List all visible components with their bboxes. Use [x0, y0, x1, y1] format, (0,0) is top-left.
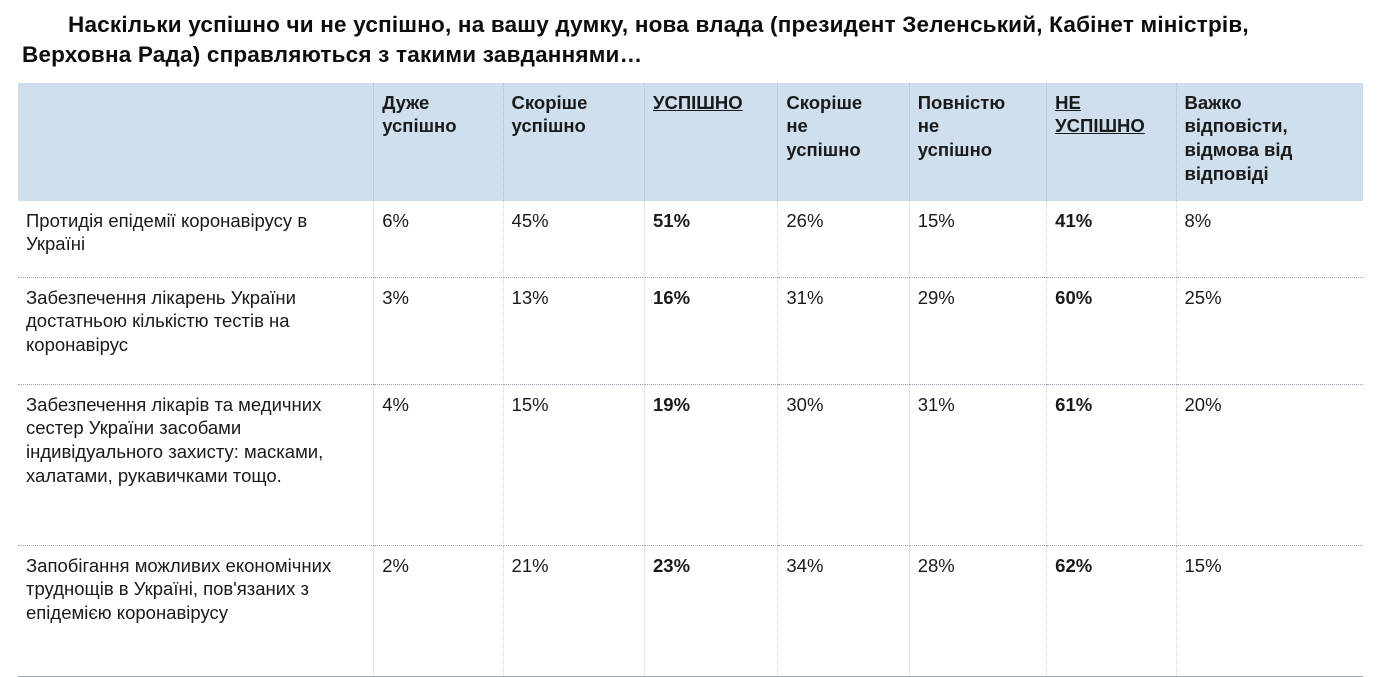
row-label: Забезпечення лікарень України достатньою кількістю тестів на коронавірус: [18, 277, 374, 384]
header-line: відмова від: [1184, 139, 1293, 161]
header-line: не: [786, 115, 808, 137]
cell-successful-total: 23%: [645, 545, 778, 676]
table-row: [18, 277, 1363, 384]
header-line: Дуже: [382, 91, 430, 113]
header-line: успішно: [511, 115, 586, 137]
table-body: [18, 201, 1363, 677]
table-header: [18, 83, 1363, 201]
header-cell-statement: [18, 83, 374, 201]
cell-completely-unsuccessful: 29%: [909, 277, 1046, 384]
cell-rather-unsuccessful: 26%: [778, 201, 909, 278]
header-line: НЕ: [1055, 91, 1081, 113]
header-line: відповіді: [1184, 162, 1269, 184]
cell-rather-successful: 21%: [503, 545, 644, 676]
table-row: [18, 545, 1363, 676]
header-cell-rather-successful: [503, 83, 644, 201]
cell-rather-successful: 15%: [503, 384, 644, 545]
cell-unsuccessful-total: 60%: [1047, 277, 1176, 384]
cell-completely-unsuccessful: 15%: [909, 201, 1046, 278]
header-line: успішно: [786, 139, 861, 161]
cell-successful-total: 16%: [645, 277, 778, 384]
header-line: відповісти,: [1184, 115, 1288, 137]
header-cell-very-successful: [374, 83, 503, 201]
cell-very-successful: 2%: [374, 545, 503, 676]
row-label: Забезпечення лікарів та медичних сестер України засобами індивідуального захисту: масками, халатами, рукавичками тощо.: [18, 384, 374, 545]
cell-hard-to-answer: 25%: [1176, 277, 1363, 384]
cell-successful-total: 51%: [645, 201, 778, 278]
header-cell-successful-total: [645, 83, 778, 201]
cell-unsuccessful-total: 62%: [1047, 545, 1176, 676]
cell-very-successful: 4%: [374, 384, 503, 545]
cell-completely-unsuccessful: 31%: [909, 384, 1046, 545]
cell-successful-total: 19%: [645, 384, 778, 545]
header-row: [18, 83, 1363, 201]
cell-hard-to-answer: 15%: [1176, 545, 1363, 676]
header-line: Повністю: [917, 91, 1006, 113]
cell-rather-unsuccessful: 31%: [778, 277, 909, 384]
row-label: Запобігання можливих економічних труднощів в Україні, пов'язаних з епідемією коронавірусу: [18, 545, 374, 676]
cell-unsuccessful-total: 61%: [1047, 384, 1176, 545]
cell-rather-successful: 13%: [503, 277, 644, 384]
header-cell-unsuccessful-total: [1047, 83, 1176, 201]
table-row: [18, 201, 1363, 278]
header-line: УСПІШНО: [1055, 115, 1145, 137]
row-label: Протидія епідемії коронавірусу в Україні: [18, 201, 374, 278]
cell-very-successful: 3%: [374, 277, 503, 384]
cell-hard-to-answer: 8%: [1176, 201, 1363, 278]
title-line-2: Кабінет міністрів, Верховна Рада) справляються з такими завданнями…: [22, 12, 1249, 68]
cell-rather-unsuccessful: 30%: [778, 384, 909, 545]
header-line: не: [917, 115, 940, 137]
title-line-1: Наскільки успішно чи не успішно, на вашу думку, нова влада (президент Зеленський,: [68, 12, 1043, 37]
page-title: [0, 0, 1383, 71]
header-cell-rather-unsuccessful: [778, 83, 909, 201]
header-cell-completely-unsuccessful: [909, 83, 1046, 201]
cell-rather-successful: 45%: [503, 201, 644, 278]
cell-unsuccessful-total: 41%: [1047, 201, 1176, 278]
header-line: Важко: [1184, 91, 1242, 113]
header-line: Скоріше: [786, 91, 863, 113]
cell-completely-unsuccessful: 28%: [909, 545, 1046, 676]
header-line: Скоріше: [511, 91, 588, 113]
header-line: УСПІШНО: [653, 91, 743, 113]
cell-hard-to-answer: 20%: [1176, 384, 1363, 545]
header-cell-hard-to-answer: [1176, 83, 1363, 201]
table-row: [18, 384, 1363, 545]
results-table: [18, 83, 1363, 677]
header-line: успішно: [382, 115, 457, 137]
cell-rather-unsuccessful: 34%: [778, 545, 909, 676]
header-line: успішно: [917, 139, 993, 161]
cell-very-successful: 6%: [374, 201, 503, 278]
